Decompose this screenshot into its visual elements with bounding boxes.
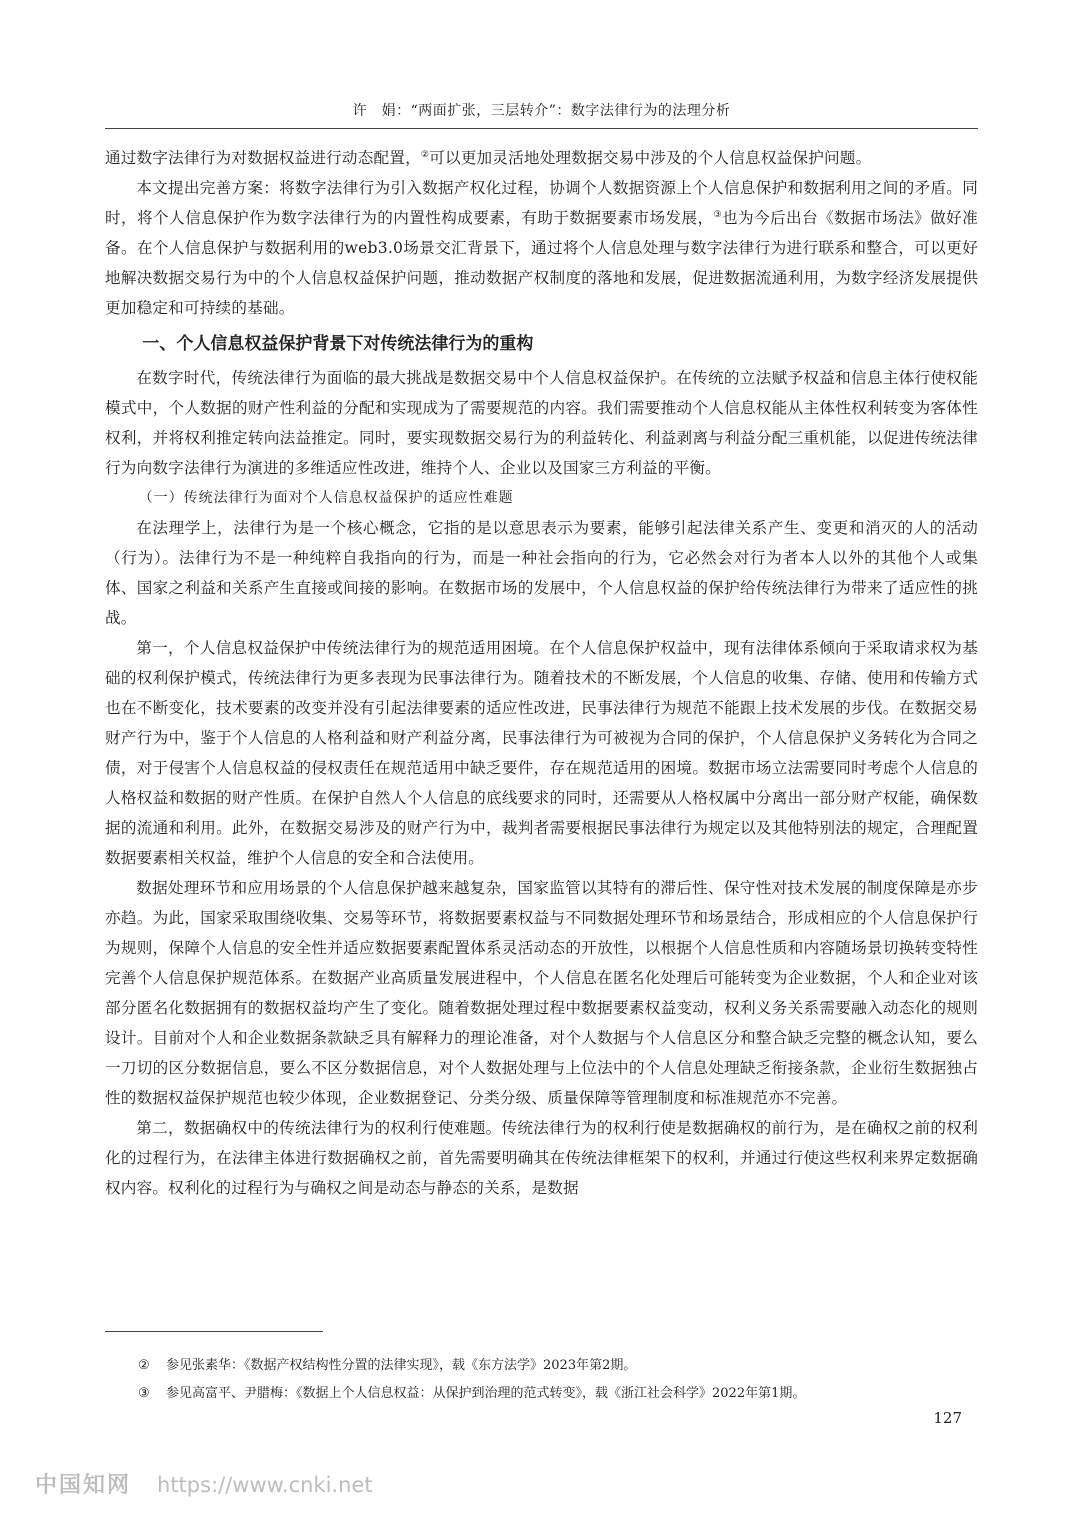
paragraph: 第一，个人信息权益保护中传统法律行为的规范适用困境。在个人信息保护权益中，现有法律体系倾向于采取请求权为基础的权利保护模式，传统法律行为更多表现为民事法律行为。随着技术的不断发展，个人信息的收集、存储、使用和传输方式也在不断变化，技术要素的改变并没有引起法律要素的适应性改进，民事法律行为规范不能跟上技术发展的步伐。在数据交易财产行为中，鉴于个人信息的人格利益和财产利益分离，民事法律行为可被视为合同的保护，个人信息保护义务转化为合同之债，对于侵害个人信息权益的侵权责任在规范适用中缺乏要件，存在规范适用的困境。数据市场立法需要同时考虑个人信息的人格权益和数据的财产性质。在保护自然人个人信息的底线要求的同时，还需要从人格权属中分离出一部分财产权能，确保数据的流通和利用。此外，在数据交易涉及的财产行为中，裁判者需要根据民事法律行为规定以及其他特别法的规定，合理配置数据要素相关权益，维护个人信息的安全和合法使用。 xyxy=(105,639,978,867)
cnki-watermark xyxy=(35,1468,373,1499)
paragraph: 在数字时代，传统法律行为面临的最大挑战是数据交易中个人信息权益保护。在传统的立法赋予权益和信息主体行使权能模式中，个人数据的财产性利益的分配和实现成为了需要规范的内容。我们需要推动个人信息权能从主体性权利转变为客体性权利，并将权利推定转向法益推定。同时，要实现数据交易行为的利益转化、利益剥离与利益分配三重机能，以促进传统法律行为向数字法律行为演进的多维适应性改进，维持个人、企业以及国家三方利益的平衡。 xyxy=(105,369,978,477)
paragraph-proposal xyxy=(105,173,978,323)
paragraph-text: 可以更加灵活地处理数据交易中涉及的个人信息权益保护问题。 xyxy=(429,149,872,167)
paragraph-text: 本文提出完善方案：将数字法律行为引入数据产权化过程，协调个人数据资源上个人信息保护和数据利用之间的矛盾。同时，将个人信息保护作为数字法律行为的内置性构成要素，有助于数据要素市场发展， xyxy=(105,179,978,227)
paragraph: 在法理学上，法律行为是一个核心概念，它指的是以意思表示为要素，能够引起法律关系产生、变更和消灭的人的活动（行为）。法律行为不是一种纯粹自我指向的行为，而是一种社会指向的行为，它必然会对行为者本人以外的其他个人或集体、国家之利益和关系产生直接或间接的影响。在数据市场的发展中，个人信息权益的保护给传统法律行为带来了适应性的挑战。 xyxy=(105,519,978,627)
subsection-heading: （一）传统法律行为面对个人信息权益保护的适应性难题 xyxy=(138,490,514,506)
paragraph: 数据处理环节和应用场景的个人信息保护越来越复杂，国家监管以其特有的滞后性、保守性对技术发展的制度保障是亦步亦趋。为此，国家采取围绕收集、交易等环节，将数据要素权益与不同数据处理环节和场景结合，形成相应的个人信息保护行为规则，保障个人信息的安全性并适应数据要素配置体系灵活动态的开放性，以根据个人信息性质和内容随场景切换转变特性完善个人信息保护规范体系。在数据产业高质量发展进程中，个人信息在匿名化处理后可能转变为企业数据，个人和企业对该部分匿名化数据拥有的数据权益均产生了变化。随着数据处理过程中数据要素权益变动，权利义务关系需要融入动态化的规则设计。目前对个人和企业数据条款缺乏具有解释力的理论准备，对个人数据与个人信息区分和整合缺乏完整的概念认知，要么一刀切的区分数据信息，要么不区分数据信息，对个人数据处理与上位法中的个人信息处理缺乏衔接条款，企业衍生数据独占性的数据权益保护规范也较少体现，企业数据登记、分类分级、质量保障等管理制度和标准规范亦不完善。 xyxy=(105,879,978,1107)
header-divider xyxy=(105,128,978,129)
footnote-number: ② xyxy=(138,1358,150,1373)
footnote-item xyxy=(138,1352,978,1380)
paragraph-continuation xyxy=(105,143,978,173)
footnote-text: 参见高富平、尹腊梅：《数据上个人信息权益：从保护到治理的范式转变》，载《浙江社会科学》2022年第1期。 xyxy=(166,1386,806,1401)
running-header: 许 娟：“两面扩张，三层转介”：数字法律行为的法理分析 xyxy=(352,103,731,119)
paragraph: 第二，数据确权中的传统法律行为的权利行使难题。传统法律行为的权利行使是数据确权的前行为，是在确权之前的权利化的过程行为，在法律主体进行数据确权之前，首先需要明确其在传统法律框架下的权利，并通过行使这些权利来界定数据确权内容。权利化的过程行为与确权之间是动态与静态的关系，是数据 xyxy=(105,1119,978,1197)
paragraph-text: 也为今后出台《数据市场法》做好准备。在个人信息保护与数据利用的web3.0场景交汇背景下，通过将个人信息处理与数字法律行为进行联系和整合，可以更好地解决数据交易行为中的个人信息权益保护问题，推动数据产权制度的落地和发展，促进数据流通利用，为数字经济发展提供更加稳定和可持续的基础。 xyxy=(105,209,978,317)
footnote-item xyxy=(138,1380,978,1408)
footnote-ref-2[interactable]: ② xyxy=(420,149,430,160)
article-body xyxy=(105,143,978,1203)
paragraph-text: 通过数字法律行为对数据权益进行动态配置， xyxy=(105,149,421,167)
page-number: 127 xyxy=(933,1409,962,1427)
cnki-logo: 中国知网 xyxy=(35,1473,132,1498)
cnki-url[interactable]: https://www.cnki.net xyxy=(157,1473,373,1497)
section-heading: 一、个人信息权益保护背景下对传统法律行为的重构 xyxy=(142,334,534,354)
footnote-ref-3[interactable]: ③ xyxy=(713,209,722,220)
footnotes xyxy=(138,1352,978,1408)
footnote-divider xyxy=(105,1331,323,1332)
footnote-number: ③ xyxy=(138,1386,150,1401)
footnote-text: 参见张素华：《数据产权结构性分置的法律实现》，载《东方法学》2023年第2期。 xyxy=(166,1358,637,1373)
